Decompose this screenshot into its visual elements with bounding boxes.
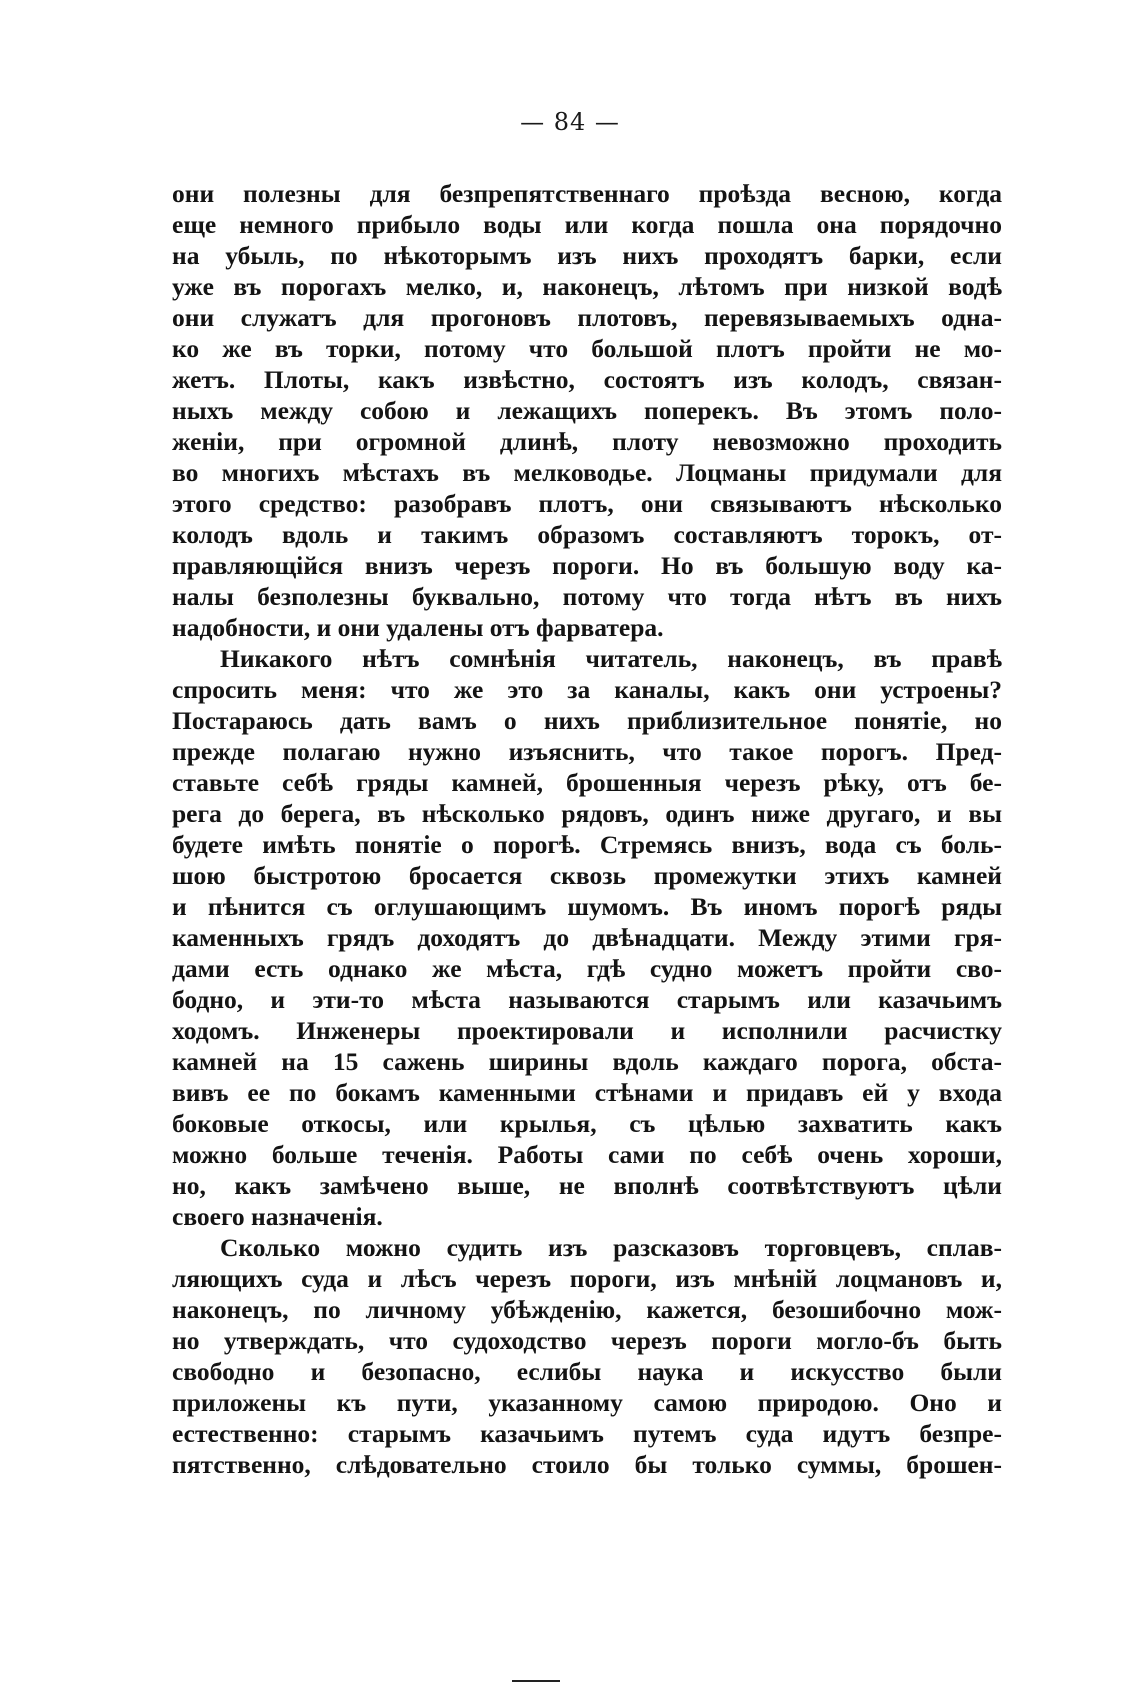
text-line: шою быстротою бросается сквозь промежутки этихъ камней: [172, 861, 1002, 890]
text-line: свободно и безопасно, еслибы наука и искусство были: [172, 1357, 1002, 1386]
text-line: ходомъ. Инженеры проектировали и исполнили расчистку: [172, 1016, 1002, 1045]
text-line: Сколько можно судить изъ разсказовъ торговцевъ, сплав-: [220, 1233, 1002, 1262]
text-line: они служатъ для прогоновъ плотовъ, перевязываемыхъ одна-: [172, 303, 1002, 332]
text-line: приложены къ пути, указанному самою природою. Оно и: [172, 1388, 1002, 1417]
text-line: можно больше теченія. Работы сами по себѣ очень хороши,: [172, 1140, 1002, 1169]
text-line: ляющихъ суда и лѣсъ черезъ пороги, изъ мнѣній лоцмановъ и,: [172, 1264, 1002, 1293]
text-line: своего назначенія.: [172, 1202, 383, 1231]
text-line: наконецъ, по личному убѣжденію, кажется, безошибочно мож-: [172, 1295, 1002, 1324]
text-line: рега до берега, въ нѣсколько рядовъ, одинъ ниже другаго, и вы: [172, 799, 1002, 828]
footer-rule: [512, 1680, 560, 1682]
text-line: дами есть однако же мѣста, гдѣ судно можетъ пройти сво-: [172, 954, 1002, 983]
text-line: правляющійся внизъ черезъ пороги. Но въ большую воду ка-: [172, 551, 1002, 580]
text-line: естественно: старымъ казачьимъ путемъ суда идутъ безпре-: [172, 1419, 1002, 1448]
text-line: надобности, и они удалены отъ фарватера.: [172, 613, 664, 642]
text-line: во многихъ мѣстахъ въ мелководье. Лоцманы придумали для: [172, 458, 1002, 487]
text-line: пятственно, слѣдовательно стоило бы только суммы, брошен-: [172, 1450, 1002, 1479]
text-line: спросить меня: что же это за каналы, какъ они устроены?: [172, 675, 1002, 704]
text-line: они полезны для безпрепятственнаго проѣзда весною, когда: [172, 179, 1002, 208]
text-line: Постараюсь дать вамъ о нихъ приблизительное понятіе, но: [172, 706, 1002, 735]
page-number: — 84 —: [520, 108, 620, 136]
text-line: вивъ ее по бокамъ каменными стѣнами и придавъ ей у входа: [172, 1078, 1002, 1107]
text-line: каменныхъ грядъ доходятъ до двѣнадцати. Между этими гря-: [172, 923, 1002, 952]
text-line: боковые откосы, или крылья, съ цѣлью захватить какъ: [172, 1109, 1002, 1138]
text-line: Никакого нѣтъ сомнѣнія читатель, наконецъ, въ правѣ: [220, 644, 1002, 673]
text-line: и пѣнится съ оглушающимъ шумомъ. Въ иномъ порогѣ ряды: [172, 892, 1002, 921]
text-line: колодъ вдоль и такимъ образомъ составляютъ торокъ, от-: [172, 520, 1002, 549]
text-line: женіи, при огромной длинѣ, плоту невозможно проходить: [172, 427, 1002, 456]
text-line: но, какъ замѣчено выше, не вполнѣ соотвѣтствуютъ цѣли: [172, 1171, 1002, 1200]
text-line: на убыль, по нѣкоторымъ изъ нихъ проходятъ барки, если: [172, 241, 1002, 270]
text-line: будете имѣть понятіе о порогѣ. Стремясь внизъ, вода съ боль-: [172, 830, 1002, 859]
text-line: ставьте себѣ гряды камней, брошенныя черезъ рѣку, отъ бе-: [172, 768, 1002, 797]
text-line: этого средство: разобравъ плотъ, они связываютъ нѣсколько: [172, 489, 1002, 518]
text-line: прежде полагаю нужно изъяснить, что такое порогъ. Пред-: [172, 737, 1002, 766]
text-line: налы безполезны буквально, потому что тогда нѣтъ въ нихъ: [172, 582, 1002, 611]
text-line: но утверждать, что судоходство черезъ пороги могло-бъ быть: [172, 1326, 1002, 1355]
text-line: еще немного прибыло воды или когда пошла она порядочно: [172, 210, 1002, 239]
text-line: ныхъ между собою и лежащихъ поперекъ. Въ этомъ поло-: [172, 396, 1002, 425]
text-line: жетъ. Плоты, какъ извѣстно, состоятъ изъ колодъ, связан-: [172, 365, 1002, 394]
body-text: [172, 178, 1002, 1480]
text-line: ко же въ торки, потому что большой плотъ пройти не мо-: [172, 334, 1002, 363]
text-line: камней на 15 сажень ширины вдоль каждаго порога, обста-: [172, 1047, 1002, 1076]
text-line: бодно, и эти-то мѣста называются старымъ или казачьимъ: [172, 985, 1002, 1014]
text-line: уже въ порогахъ мелко, и, наконецъ, лѣтомъ при низкой водѣ: [172, 272, 1002, 301]
